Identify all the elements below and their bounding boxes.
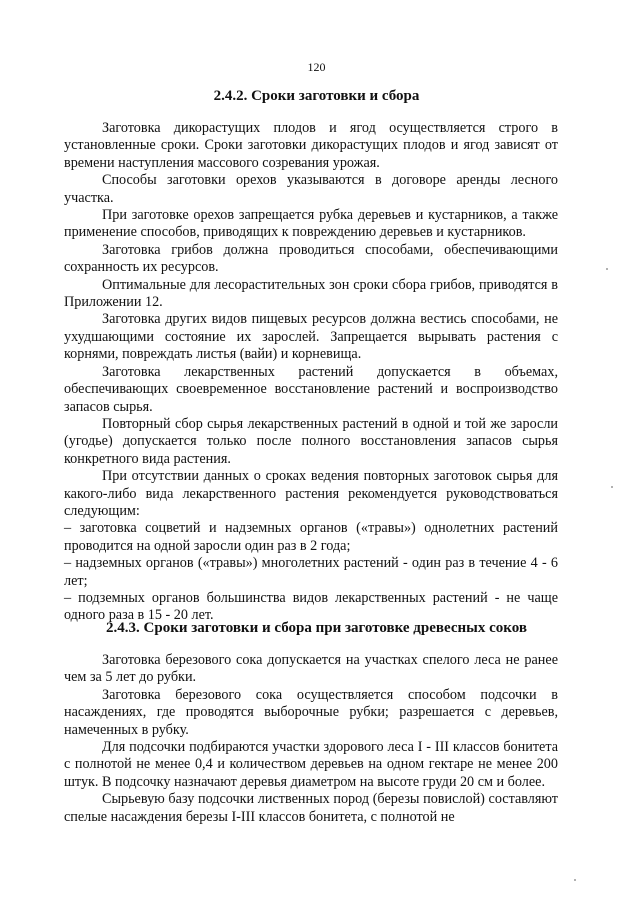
paragraph: Сырьевую базу подсочки лиственных пород (березы повислой) составляют спелые насаждения березы I-III классов бонитета, с полнотой не: [64, 791, 558, 825]
paragraph: При отсутствии данных о сроках ведения повторных заготовок сырья для какого-либо вида лекарственного растения рекомендуется руководствоваться следующим:: [64, 468, 558, 519]
paragraph: При заготовке орехов запрещается рубка деревьев и кустарников, а также применение способов, приводящих к повреждению деревьев и кустарников.: [64, 207, 558, 241]
page-number: 120: [307, 60, 326, 74]
paragraph: Для подсочки подбираются участки здорового леса I - III классов бонитета с полнотой не менее 0,4 и количеством деревьев на одном гектаре не менее 200 штук. В подсочку назначают деревья диаметром на высоте груди 20 см и более.: [64, 739, 558, 790]
section-body-2-4-3: [64, 652, 558, 826]
paragraph: Заготовка других видов пищевых ресурсов должна вестись способами, не ухудшающими состояние их зарослей. Запрещается вырывать растения с корнями, повреждать листья (вайи) и корневища.: [64, 311, 558, 363]
paragraph: Заготовка лекарственных растений допускается в объемах, обеспечивающих своевременное восстановление растений и воспроизводство запасов сырья.: [64, 363, 558, 415]
paragraph: Способы заготовки орехов указываются в договоре аренды лесного участка.: [64, 172, 558, 206]
paragraph: Заготовка березового сока осуществляется способом подсочки в насаждениях, где проводятся выборочные рубки; разрешается с деревьев, намеченных в рубку.: [64, 686, 558, 738]
dash-list-item: – заготовка соцветий и надземных органов («травы») однолетних растений проводится на одной заросли один раз в 2 года;: [64, 520, 558, 554]
scan-speck: [611, 486, 613, 488]
paragraph: Оптимальные для лесорастительных зон сроки сбора грибов, приводятся в Приложении 12.: [64, 276, 558, 311]
dash-list-item: – подземных органов большинства видов лекарственных растений - не чаще одного раза в 15 - 20 лет.: [64, 589, 558, 624]
scan-speck: [574, 879, 576, 881]
dash-list-item: – надземных органов («травы») многолетних растений - один раз в течение 4 - 6 лет;: [64, 555, 558, 589]
scan-speck: [606, 268, 608, 270]
paragraph: Повторный сбор сырья лекарственных растений в одной и той же заросли (угодье) допускается только после полного восстановления запасов сырья конкретного вида растения.: [64, 415, 558, 467]
section-body-2-4-2: [64, 120, 558, 625]
paragraph: Заготовка березового сока допускается на участках спелого леса не ранее чем за 5 лет до рубки.: [64, 652, 558, 686]
section-heading-2-4-2: 2.4.2. Сроки заготовки и сбора: [213, 88, 420, 104]
paragraph: Заготовка грибов должна проводиться способами, обеспечивающими сохранность их ресурсов.: [64, 241, 558, 276]
paragraph: Заготовка дикорастущих плодов и ягод осуществляется строго в установленные сроки. Сроки заготовки дикорастущих плодов и ягод зависят от времени наступления массового созревания урожая.: [64, 120, 558, 171]
section-heading-2-4-3: 2.4.3. Сроки заготовки и сбора при заготовке древесных соков: [106, 620, 527, 636]
